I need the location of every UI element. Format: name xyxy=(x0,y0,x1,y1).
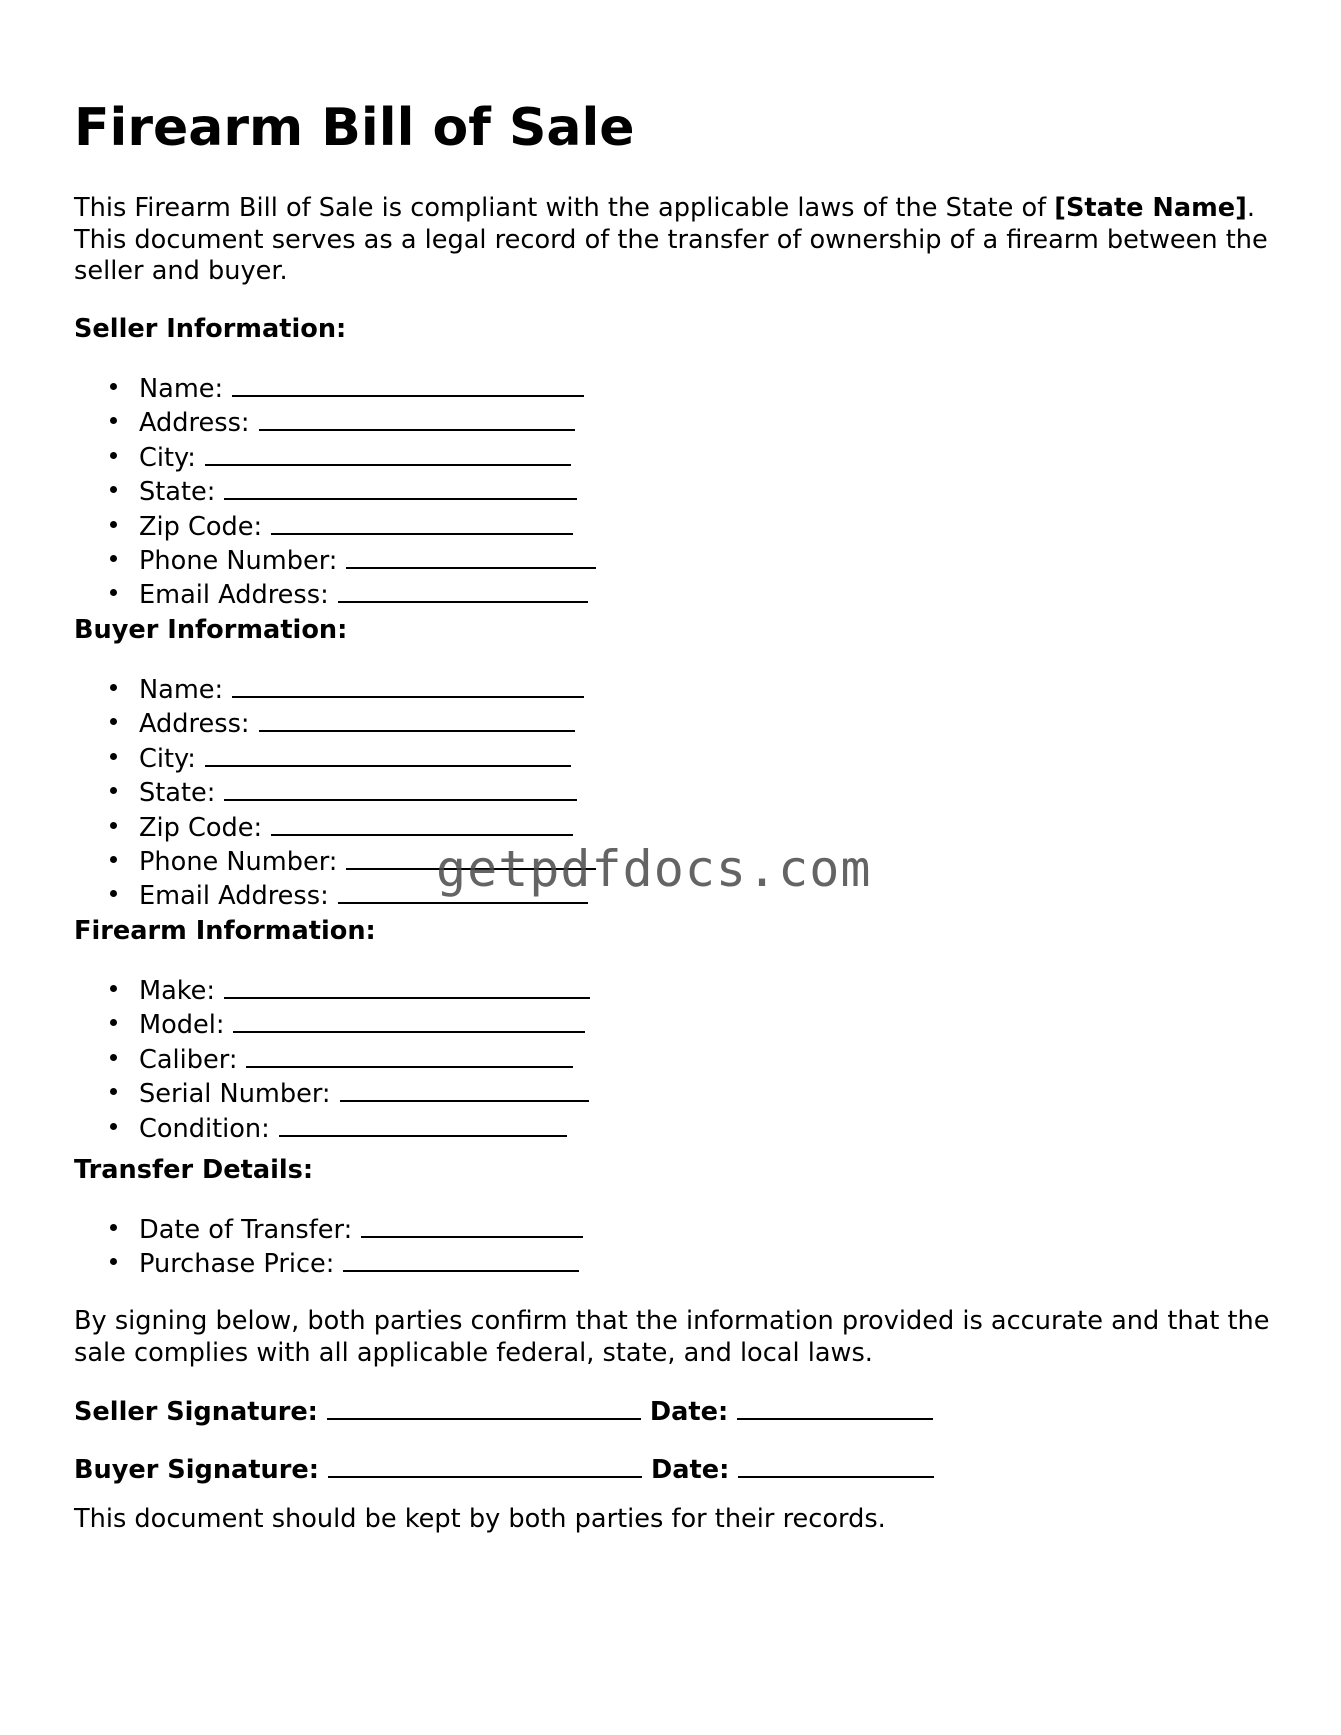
buyer-date-label: Date: xyxy=(651,1455,730,1485)
purchase-price-field[interactable] xyxy=(343,1246,579,1272)
firearm-model-field[interactable] xyxy=(233,1007,585,1033)
list-item xyxy=(139,1007,590,1041)
seller-information-heading: Seller Information: xyxy=(74,314,347,344)
firearm-make-field[interactable] xyxy=(224,973,590,999)
buyer-signature-field[interactable] xyxy=(328,1452,642,1478)
seller-signature-label: Seller Signature: xyxy=(74,1397,318,1427)
list-item xyxy=(139,577,596,611)
list-item xyxy=(139,844,596,878)
transfer-date-label: Date of Transfer: xyxy=(139,1215,353,1245)
list-item xyxy=(139,405,596,439)
list-item xyxy=(139,973,590,1007)
seller-name-field[interactable] xyxy=(232,371,584,397)
seller-signature-field[interactable] xyxy=(327,1394,641,1420)
list-item xyxy=(139,810,596,844)
seller-email-label: Email Address: xyxy=(139,580,329,611)
transfer-date-field[interactable] xyxy=(361,1212,583,1238)
seller-name-label: Name: xyxy=(139,374,224,404)
purchase-price-label: Purchase Price: xyxy=(139,1249,335,1280)
buyer-address-field[interactable] xyxy=(259,706,575,732)
seller-phone-field[interactable] xyxy=(346,543,596,569)
buyer-address-label: Address: xyxy=(139,709,250,740)
list-item xyxy=(139,706,596,740)
buyer-signature-label: Buyer Signature: xyxy=(74,1455,319,1485)
seller-address-label: Address: xyxy=(139,408,250,439)
buyer-date-field[interactable] xyxy=(738,1452,934,1478)
list-item xyxy=(139,1076,590,1110)
list-item xyxy=(139,440,596,474)
buyer-state-label: State: xyxy=(139,778,216,809)
list-item xyxy=(139,775,596,809)
list-item xyxy=(139,1111,590,1145)
buyer-signature-line xyxy=(74,1452,934,1486)
list-item xyxy=(139,474,596,508)
buyer-name-field[interactable] xyxy=(232,672,584,698)
buyer-information-heading: Buyer Information: xyxy=(74,615,348,645)
list-item xyxy=(139,543,596,577)
document-title: Firearm Bill of Sale xyxy=(74,98,635,158)
seller-fields-list xyxy=(74,371,596,612)
seller-phone-label: Phone Number: xyxy=(139,546,338,577)
watermark-text: getpdfdocs.com xyxy=(436,840,872,898)
intro-text-before: This Firearm Bill of Sale is compliant with the applicable laws of the State of xyxy=(74,193,1055,223)
buyer-phone-label: Phone Number: xyxy=(139,847,338,878)
seller-city-field[interactable] xyxy=(205,440,571,466)
intro-paragraph xyxy=(74,193,1274,288)
list-item xyxy=(139,672,596,706)
buyer-state-field[interactable] xyxy=(224,775,577,801)
list-item xyxy=(139,509,596,543)
firearm-fields-list xyxy=(74,973,590,1145)
buyer-email-label: Email Address: xyxy=(139,881,329,912)
seller-city-label: City: xyxy=(139,442,196,473)
firearm-condition-label: Condition: xyxy=(139,1113,270,1144)
state-name-placeholder: [State Name] xyxy=(1054,193,1247,223)
firearm-serial-label: Serial Number: xyxy=(139,1079,331,1110)
list-item xyxy=(139,878,596,912)
buyer-city-field[interactable] xyxy=(205,741,571,767)
firearm-condition-field[interactable] xyxy=(279,1111,567,1137)
seller-date-label: Date: xyxy=(649,1397,729,1427)
firearm-caliber-field[interactable] xyxy=(246,1042,573,1068)
list-item xyxy=(139,371,596,405)
list-item xyxy=(139,1042,590,1076)
firearm-serial-field[interactable] xyxy=(340,1076,589,1102)
seller-zip-label: Zip Code: xyxy=(139,511,263,542)
buyer-zip-label: Zip Code: xyxy=(139,812,263,843)
seller-state-field[interactable] xyxy=(224,474,577,500)
list-item xyxy=(139,1246,583,1280)
firearm-model-label: Model: xyxy=(139,1010,225,1041)
closing-note: This document should be kept by both parties for their records. xyxy=(74,1504,886,1534)
firearm-information-heading: Firearm Information: xyxy=(74,916,376,946)
list-item xyxy=(139,1212,583,1246)
seller-state-label: State: xyxy=(139,477,216,508)
buyer-fields-list xyxy=(74,672,596,913)
buyer-email-field[interactable] xyxy=(338,878,588,904)
firearm-make-label: Make: xyxy=(139,976,216,1006)
transfer-fields-list xyxy=(74,1212,583,1281)
seller-signature-line xyxy=(74,1394,933,1428)
intro-text-after: . This document serves as a legal record of the transfer of ownership of a firearm between the seller and buyer. xyxy=(74,193,1268,286)
list-item xyxy=(139,741,596,775)
buyer-name-label: Name: xyxy=(139,675,224,705)
seller-email-field[interactable] xyxy=(338,577,588,603)
seller-date-field[interactable] xyxy=(737,1394,933,1420)
firearm-caliber-label: Caliber: xyxy=(139,1044,238,1075)
transfer-details-heading: Transfer Details: xyxy=(74,1155,314,1185)
buyer-zip-field[interactable] xyxy=(271,810,573,836)
seller-zip-field[interactable] xyxy=(271,509,573,535)
buyer-phone-field[interactable] xyxy=(346,844,596,870)
confirmation-paragraph: By signing below, both parties confirm that the information provided is accurate and that the sale complies with all applicable federal, state, and local laws. xyxy=(74,1306,1270,1368)
seller-address-field[interactable] xyxy=(259,405,575,431)
buyer-city-label: City: xyxy=(139,743,196,774)
